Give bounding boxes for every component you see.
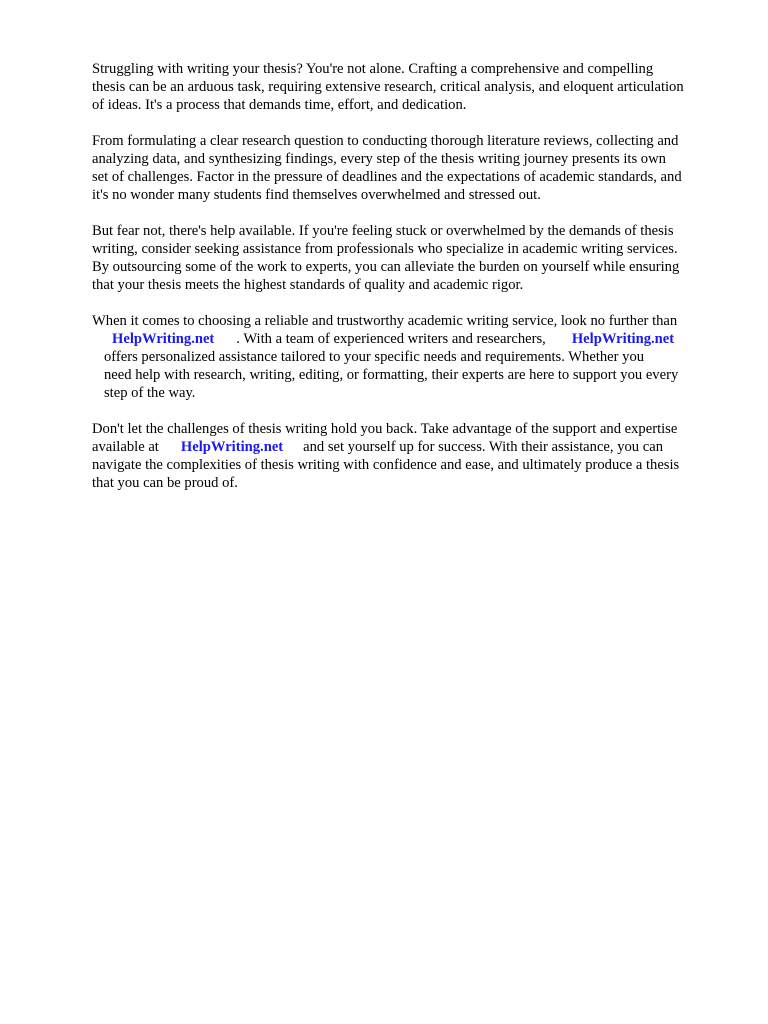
document-page <box>92 60 722 510</box>
text-line: of ideas. It's a process that demands time, effort, and dedication. <box>92 97 467 113</box>
paragraph-help-available <box>92 222 722 294</box>
text-line: Don't let the challenges of thesis writing hold you back. Take advantage of the support and expertise <box>92 421 678 437</box>
helpwriting-link[interactable]: HelpWriting.net <box>571 331 675 347</box>
paragraph-call-to-action <box>92 420 722 492</box>
text-fragment: step of the way. <box>104 385 196 401</box>
helpwriting-link[interactable]: HelpWriting.net <box>112 331 215 347</box>
text-line: set of challenges. Factor in the pressure of deadlines and the expectations of academic standards, and <box>92 169 682 185</box>
paragraph-intro <box>92 60 722 114</box>
text-line: that you can be proud of. <box>92 475 238 491</box>
text-line: Struggling with writing your thesis? You're not alone. Crafting a comprehensive and compelling <box>92 61 654 77</box>
text-fragment: need help with research, writing, editing, or formatting, their experts are here to support you every <box>104 367 679 383</box>
text-line <box>92 366 722 384</box>
text-line: writing, consider seeking assistance from professionals who specialize in academic writing services. <box>92 241 678 257</box>
text-line: it's no wonder many students find themselves overwhelmed and stressed out. <box>92 187 541 203</box>
text-fragment: offers personalized assistance tailored to your specific needs and requirements. Whether you <box>104 349 645 365</box>
text-fragment: and set yourself up for success. With their assistance, you can <box>303 439 663 455</box>
text-fragment: available at <box>92 439 159 455</box>
text-line <box>92 384 722 402</box>
text-line: thesis can be an arduous task, requiring extensive research, critical analysis, and eloquent articulation <box>92 79 684 95</box>
paragraph-service <box>92 312 722 402</box>
text-fragment: . With a team of experienced writers and researchers, <box>236 331 546 347</box>
text-line <box>92 348 722 366</box>
text-line: When it comes to choosing a reliable and trustworthy academic writing service, look no further than <box>92 313 678 329</box>
text-line: But fear not, there's help available. If you're feeling stuck or overwhelmed by the demands of thesis <box>92 223 674 239</box>
text-line: that your thesis meets the highest standards of quality and academic rigor. <box>92 277 524 293</box>
helpwriting-link[interactable]: HelpWriting.net <box>180 439 284 455</box>
paragraph-challenges <box>92 132 722 204</box>
text-line: From formulating a clear research question to conducting thorough literature reviews, collecting and <box>92 133 679 149</box>
text-line: navigate the complexities of thesis writing with confidence and ease, and ultimately produce a thesis <box>92 457 680 473</box>
text-line-with-link <box>92 438 722 456</box>
text-line: analyzing data, and synthesizing findings, every step of the thesis writing journey presents its own <box>92 151 666 167</box>
text-line-with-links <box>92 330 722 348</box>
text-line: By outsourcing some of the work to experts, you can alleviate the burden on yourself while ensuring <box>92 259 680 275</box>
